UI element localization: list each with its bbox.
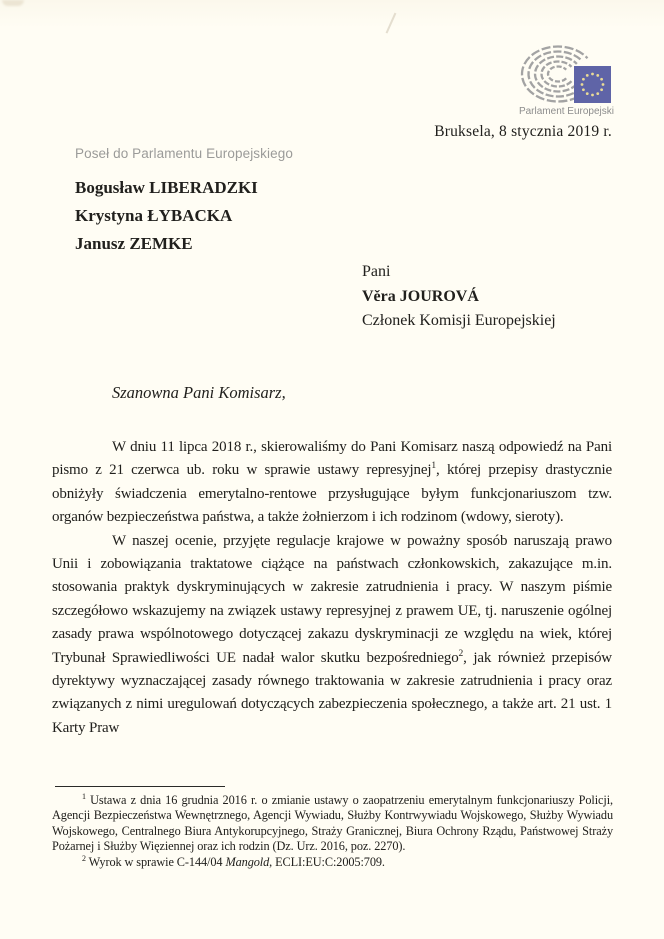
footnote-2 bbox=[52, 855, 613, 870]
dateline: Bruksela, 8 stycznia 2019 r. bbox=[434, 123, 612, 140]
letter-body bbox=[52, 436, 612, 740]
body-paragraph-1 bbox=[52, 436, 612, 530]
recipient-title: Członek Komisji Europejskiej bbox=[362, 312, 556, 329]
footnote-2-text: Wyrok w sprawie C-144/04 bbox=[85, 854, 226, 869]
footnote-2-text-cont: , ECLI:EU:C:2005:709. bbox=[269, 854, 385, 869]
p2-text-cont: , jak również przepisów dyrektywy wyznaczającej zasady równego traktowania w zakresie zatrudnienia i pracy oraz związanych z nimi uregulowań dotyczących zabezpieczenia społecznego, a także art. 21 ust. 1 Karty Praw bbox=[52, 649, 612, 736]
p2-text: W naszej ocenie, przyjęte regulacje krajowe w poważny sposób naruszają prawo Unii i zobowiązania traktatowe ciążące na państwach członkowskich, zakazujące m.in. stosowania praktyk dyskryminujących w zakresie zatrudnienia i pracy. W naszym piśmie szczegółowo wskazujemy na związek ustawy represyjnej z prawem UE, tj. naruszenie ogólnej zasady prawa wspólnotowego dotyczącej zakazu dyskryminacji ze względu na wiek, której Trybunał Sprawiedliwości UE nadał walor skutku bezpośredniego bbox=[52, 532, 612, 666]
recipient-block bbox=[362, 260, 556, 334]
salutation: Szanowna Pani Komisarz, bbox=[112, 383, 286, 402]
footnote-1 bbox=[52, 793, 613, 855]
sender-name-3: Janusz ZEMKE bbox=[75, 234, 193, 253]
sender-name-1: Bogusław LIBERADZKI bbox=[75, 178, 258, 197]
logo-label: Parlament Europejski bbox=[518, 106, 614, 117]
body-paragraph-2 bbox=[52, 530, 612, 741]
footnote-1-text: Ustawa z dnia 16 grudnia 2016 r. o zmianie ustawy o zaopatrzeniu emerytalnym funkcjonariuszy Policji, Agencji Bezpieczeństwa Wewnętrznego, Agencji Wywiadu, Służby Kontrwywiadu Wojskowego, Służby Wywiadu Wojskowego, Centralnego Biura Antykorupcyjnego, Straży Granicznej, Biura Ochrony Rządu, Państwowej Straży Pożarnej i Służby Więziennej oraz ich rodzin (Dz. Urz. 2016, poz. 2270). bbox=[52, 793, 613, 854]
footnote-ref-1: 1 bbox=[431, 461, 436, 472]
p1-text: W dniu 11 lipca 2018 r., skierowaliśmy do Pani Komisarz naszą odpowiedź na Pani pismo z 21 czerwca ub. roku w sprawie ustawy represyjnej bbox=[52, 439, 612, 479]
footnotes-block bbox=[52, 793, 613, 870]
scan-fold-mark bbox=[386, 13, 396, 34]
footnote-ref-2: 2 bbox=[458, 648, 464, 659]
footnote-2-case-name: Mangold bbox=[225, 854, 270, 869]
recipient-name: Věra JOUROVÁ bbox=[362, 287, 479, 305]
sender-names bbox=[75, 174, 258, 258]
scan-smudge-top-left bbox=[2, 0, 24, 6]
sender-name-2: Krystyna ŁYBACKA bbox=[75, 206, 233, 225]
sender-role: Poseł do Parlamentu Europejskiego bbox=[75, 146, 293, 161]
footnote-separator bbox=[55, 786, 225, 787]
eu-flag-icon bbox=[574, 66, 611, 103]
footnote-2-marker: 2 bbox=[82, 853, 86, 863]
european-parliament-logo bbox=[514, 44, 614, 117]
p1-text-cont: , której przepisy drastycznie obniżyły świadczenia emerytalno-rentowe przysługujące byłym funkcjonariuszom tzw. organów bezpieczeństwa państwa, a także żołnierzom i ich rodzinom (wdowy, sieroty). bbox=[52, 462, 612, 526]
footnote-1-marker: 1 bbox=[82, 791, 86, 801]
recipient-prefix: Pani bbox=[362, 263, 391, 280]
hemicycle-icon bbox=[516, 44, 614, 104]
